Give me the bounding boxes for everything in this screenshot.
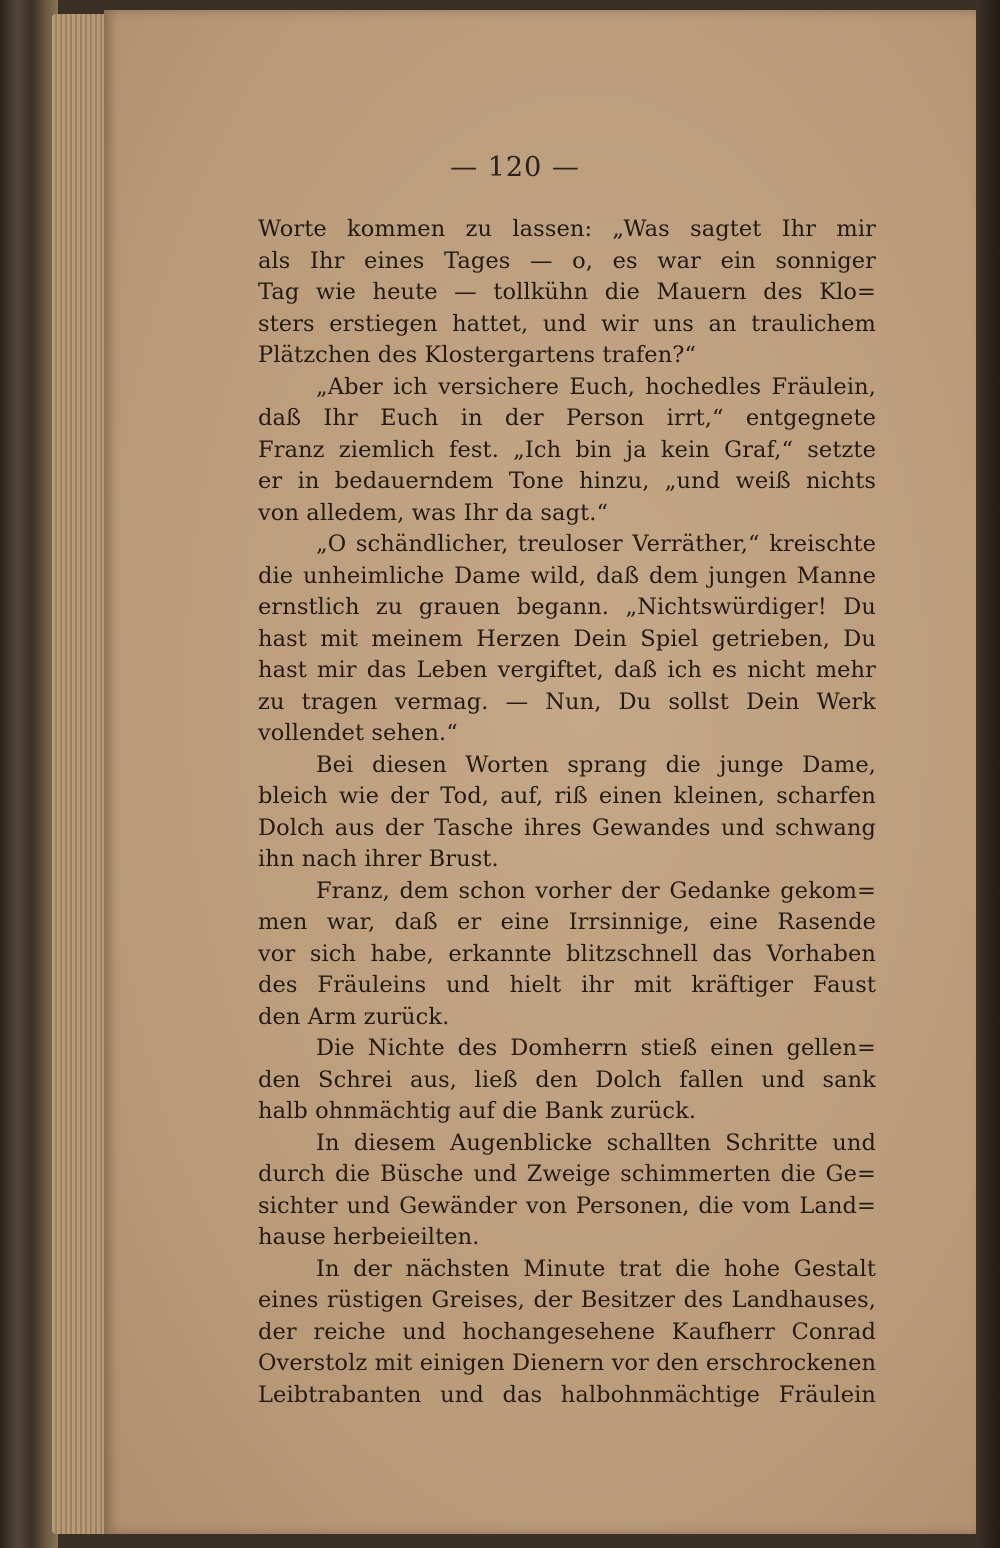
text-line: Leibtrabanten und das halbohnmächtige Fräulein xyxy=(258,1381,876,1408)
text-line: halb ohnmächtig auf die Bank zurück. xyxy=(258,1098,697,1124)
page-number: — 120 — xyxy=(450,152,580,183)
text-line: eines rüstigen Greises, der Besitzer des Landhauses, xyxy=(258,1287,876,1313)
body-text xyxy=(258,214,876,1411)
text-line: Worte kommen zu lassen: „Was sagtet Ihr mir xyxy=(258,216,876,242)
text-line: als Ihr eines Tages — o, es war ein sonniger xyxy=(258,247,876,274)
text-line: den Arm zurück. xyxy=(258,1003,450,1030)
text-line: hast mir das Leben vergiftet, daß ich es nicht mehr xyxy=(258,657,876,683)
text-line: „Aber ich versichere Euch, hochedles Fräulein, xyxy=(316,373,876,400)
text-line: Bei diesen Worten sprang die junge Dame, xyxy=(316,751,876,778)
text-line: des Fräuleins und hielt ihr mit kräftiger Faust xyxy=(258,972,876,998)
text-line: vor sich habe, erkannte blitzschnell das Vorhaben xyxy=(258,940,876,967)
text-line: daß Ihr Euch in der Person irrt,“ entgegnete xyxy=(258,405,876,431)
text-line: vollendet sehen.“ xyxy=(258,720,458,746)
text-line: „O schändlicher, treuloser Verräther,“ kreischte xyxy=(316,531,876,557)
book-spine xyxy=(0,0,58,1548)
text-line: den Schrei aus, ließ den Dolch fallen und sank xyxy=(258,1066,876,1093)
text-line: Franz ziemlich fest. „Ich bin ja kein Graf,“ setzte xyxy=(258,436,876,463)
text-line: der reiche und hochangesehene Kaufherr Conrad xyxy=(258,1318,876,1345)
text-line: durch die Büsche und Zweige schimmerten die Ge= xyxy=(258,1161,876,1187)
text-line: Die Nichte des Domherrn stieß einen gellen= xyxy=(316,1035,876,1061)
text-line: ihn nach ihrer Brust. xyxy=(258,846,499,872)
page-edges xyxy=(52,14,112,1534)
text-line: bleich wie der Tod, auf, riß einen kleinen, scharfen xyxy=(258,783,876,809)
scan-background-edge xyxy=(976,0,1000,1548)
text-line: zu tragen vermag. — Nun, Du sollst Dein Werk xyxy=(258,688,876,715)
text-line: Overstolz mit einigen Dienern vor den erschrockenen xyxy=(258,1350,876,1376)
text-line: ernstlich zu grauen begann. „Nichtswürdiger! Du xyxy=(258,594,876,620)
text-line: Plätzchen des Klostergartens trafen?“ xyxy=(258,342,697,368)
text-line: men war, daß er eine Irrsinnige, eine Rasende xyxy=(258,909,876,935)
text-line: Tag wie heute — tollkühn die Mauern des Klo= xyxy=(258,279,876,305)
text-line: sters erstiegen hattet, und wir uns an traulichem xyxy=(258,310,876,337)
text-line: hast mit meinem Herzen Dein Spiel getrieben, Du xyxy=(258,625,876,652)
text-line: hause herbeieilten. xyxy=(258,1224,480,1250)
text-line: Franz, dem schon vorher der Gedanke gekom= xyxy=(316,877,876,904)
text-line: In der nächsten Minute trat die hohe Gestalt xyxy=(316,1255,876,1282)
text-line: von alledem, was Ihr da sagt.“ xyxy=(258,499,609,526)
text-line: sichter und Gewänder von Personen, die vom Land= xyxy=(258,1192,876,1219)
text-line: die unheimliche Dame wild, daß dem jungen Manne xyxy=(258,562,876,589)
text-line: Dolch aus der Tasche ihres Gewandes und schwang xyxy=(258,814,876,841)
text-line: er in bedauerndem Tone hinzu, „und weiß nichts xyxy=(258,468,876,494)
text-line: In diesem Augenblicke schallten Schritte und xyxy=(316,1129,876,1156)
